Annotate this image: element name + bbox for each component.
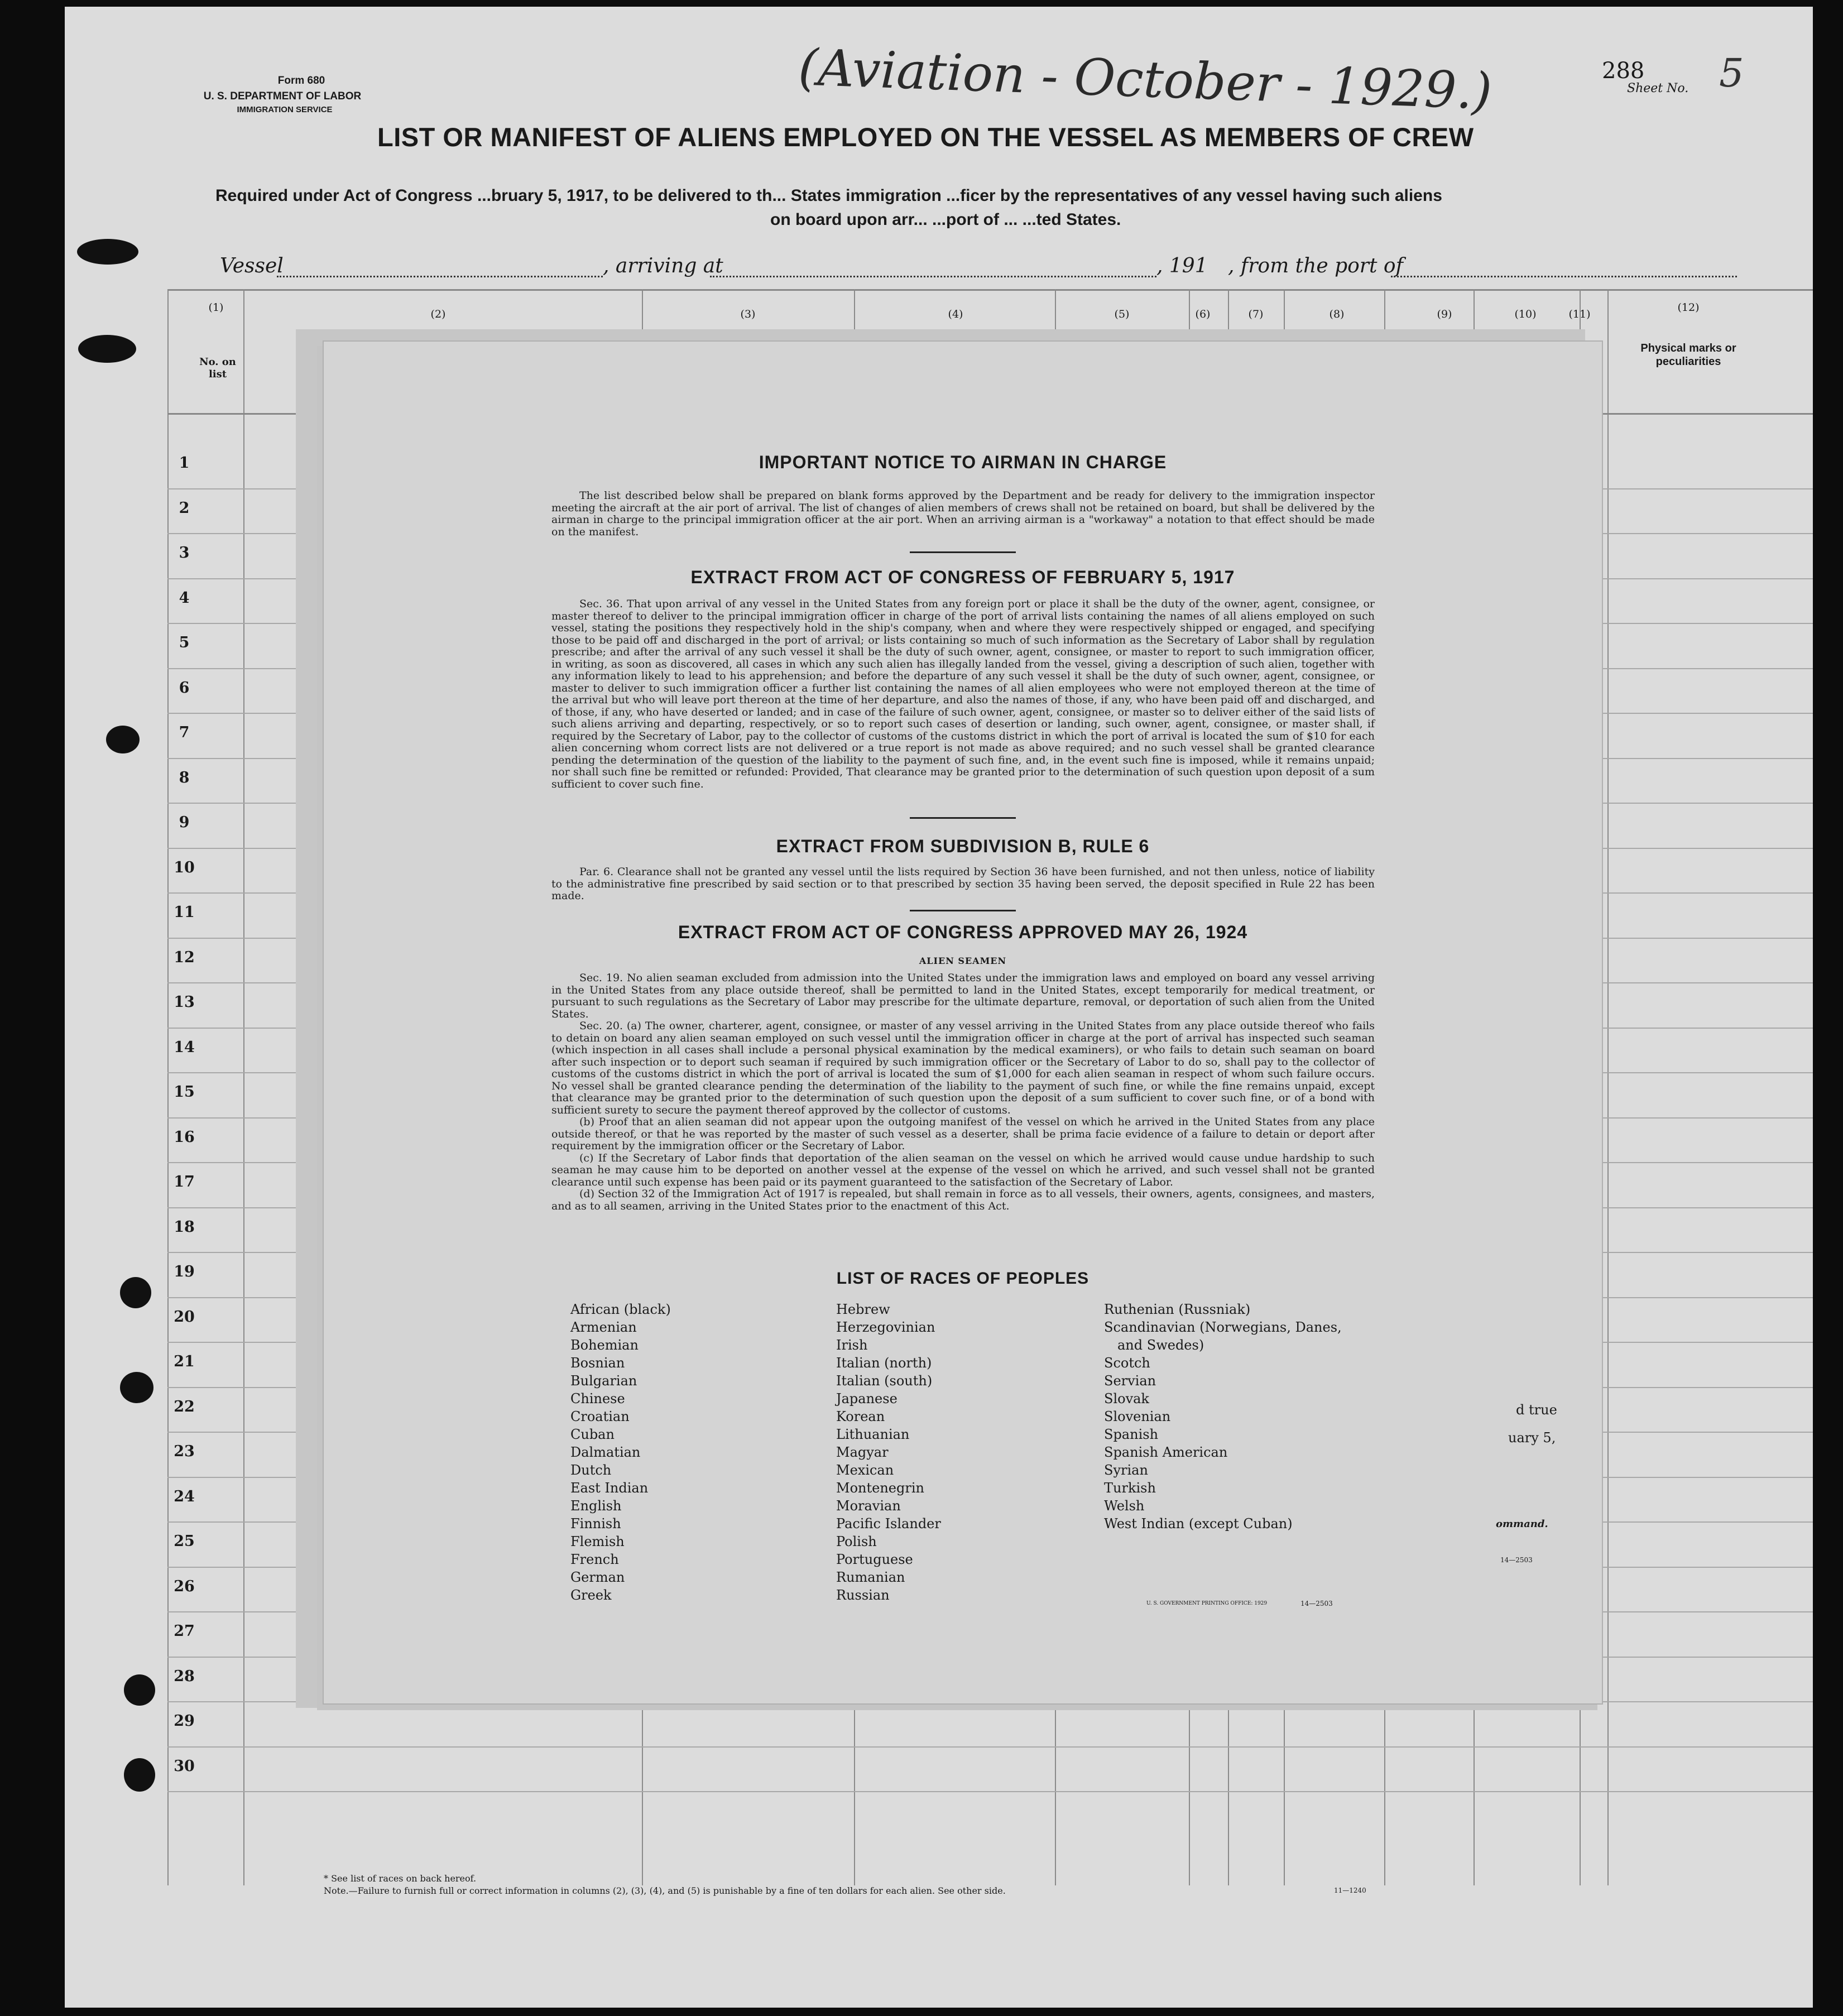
row-number: 22 [174, 1398, 195, 1415]
underlying-text-true: d true [1516, 1402, 1557, 1418]
race-item: Armenian [570, 1319, 637, 1335]
sheet-label: Sheet No. [1627, 81, 1689, 95]
race-item: Magyar [836, 1444, 889, 1460]
race-item: Welsh [1104, 1498, 1145, 1514]
notice-para-3-text: Par. 6. Clearance shall not be granted any vessel until the lists required by Section 36 have been furnished, and not then unless, notice of liability to the administrative fine prescribed by said section or to that prescribed by section 35 having been served, the deposit specified in Rule 22 has been made. [551, 866, 1375, 902]
notice-subheading-4: ALIEN SEAMEN [919, 956, 1007, 966]
handwritten-note: (Aviation - October - 1929.) [797, 38, 1493, 121]
race-item: Croatian [570, 1409, 630, 1424]
col-number: (3) [740, 308, 756, 320]
vessel-field[interactable] [277, 276, 603, 277]
col-number: (11) [1568, 308, 1591, 320]
race-item: Dutch [570, 1462, 612, 1478]
col-number: (2) [430, 308, 446, 320]
race-item: Russian [836, 1587, 890, 1603]
requirement-line-1: Required under Act of Congress ...bruary 5, 1917, to be delivered to th... States immigration ...ficer by the representatives of any vessel having such aliens [215, 186, 1442, 205]
race-item: Scotch [1104, 1355, 1150, 1371]
page-title: LIST OR MANIFEST OF ALIENS EMPLOYED ON THE VESSEL AS MEMBERS OF CREW [377, 122, 1474, 152]
row-number: 2 [179, 499, 190, 517]
page-number: 288 [1602, 58, 1645, 84]
notice-rule [910, 817, 1016, 819]
table-top-border [167, 289, 1813, 291]
notice-para-1 [551, 490, 1375, 538]
race-item: Montenegrin [836, 1480, 924, 1496]
col12-header: Physical marks or peculiarities [1640, 342, 1736, 368]
race-item: Spanish American [1104, 1444, 1228, 1460]
race-item: English [570, 1498, 622, 1514]
race-item: Turkish [1104, 1480, 1156, 1496]
row-number: 30 [174, 1757, 195, 1775]
sec20b-text: (b) Proof that an alien seaman did not appear upon the outgoing manifest of the vessel on which he arrived in the United States from any place outside thereof, or that he was reported by the master of such vessel as a deserter, shall be prima facie evidence of a failure to detain or deport after requirement by the immigration officer or the Secretary of Labor. [551, 1116, 1375, 1152]
row-number: 4 [179, 589, 190, 607]
notice-para-4 [551, 972, 1375, 1212]
race-item: Irish [836, 1337, 868, 1353]
footnote-penalty: Note.—Failure to furnish full or correct information in columns (2), (3), (4), and (5) is punishable by a fine of ten dollars for each alien. See other side. [324, 1885, 1006, 1896]
notice-heading-2: EXTRACT FROM ACT OF CONGRESS OF FEBRUARY 5, 1917 [690, 567, 1235, 587]
row-number: 1 [179, 454, 190, 472]
from-port-label: , from the port of [1228, 255, 1403, 277]
footer-code: 11—1240 [1334, 1887, 1366, 1894]
airman-notice-overlay [323, 340, 1603, 1705]
binder-hole [77, 239, 138, 265]
year-label: , 191 [1156, 255, 1208, 277]
col-line [243, 289, 244, 1885]
notice-rule [910, 551, 1016, 553]
race-item: Bosnian [570, 1355, 625, 1371]
notice-para-3 [551, 866, 1375, 903]
row-number: 3 [179, 544, 190, 561]
race-item: Hebrew [836, 1302, 890, 1317]
row-number: 9 [179, 814, 190, 831]
race-item: Dalmatian [570, 1444, 641, 1460]
col-number: (7) [1248, 308, 1264, 320]
race-item: Bulgarian [570, 1373, 637, 1389]
race-item: Scandinavian (Norwegians, Danes, [1104, 1319, 1342, 1335]
requirement-line-2: on board upon arr... ...port of ... ...ted States. [770, 210, 1121, 229]
department-name: U. S. DEPARTMENT OF LABOR [203, 90, 362, 102]
race-item: Rumanian [836, 1569, 905, 1585]
vessel-label: Vessel [220, 255, 284, 277]
row-number: 16 [174, 1128, 195, 1146]
notice-para-2 [551, 598, 1375, 790]
row-number: 8 [179, 769, 190, 786]
col-number: (8) [1329, 308, 1345, 320]
row-number: 15 [174, 1083, 195, 1101]
binder-hole [120, 1372, 153, 1403]
arriving-field[interactable] [710, 276, 1156, 277]
race-item: Italian (north) [836, 1355, 932, 1371]
sec19-text: Sec. 19. No alien seaman excluded from admission into the United States under the immigration laws and employed on board any vessel arriving in the United States from any place outside thereof, shall be permitted to land in the United States, except temporarily for medical treatment, or pursuant to such regulations as the Secretary of Labor may prescribe for the ultimate departure, removal, or deportation of such alien from the United States. [551, 972, 1375, 1020]
race-item: French [570, 1552, 619, 1567]
notice-para-2-text: Sec. 36. That upon arrival of any vessel in the United States from any foreign port or place it shall be the duty of the owner, agent, consignee, or master thereof to deliver to the principal immigration officer in charge of the port of arrival lists containing the names of all aliens employed on such vessel, stating the positions they respectively hold in the ship's company, when and where they were respectively shipped or engaged, and specifying those to be paid off and discharged in the port of arrival; or lists containing so much of such information as the Secretary of Labor shall by regulation prescribe; and after the arrival of any such vessel it shall be the duty of such owner, agent, consignee, or master to report to such immigration officer, in writing, as soon as discovered, all cases in which any such alien has illegally landed from the vessel, giving a description of such alien, together with any information likely to lead to his apprehension; and before the departure of any such vessel it shall be the duty of such owner, agent, consignee, or master to deliver to such immigration officer a further list containing the names of all alien employees who were not employed thereon at the time of the arrival but who will leave port thereon at the time of her departure, and also the names of those, if any, who have been paid off and discharged, and of those, if any, who have deserted or landed; and in case of the failure of such owner, agent, consignee, or master so to deliver either of the said lists of such aliens arriving and departing, respectively, or so to report such cases of desertion or landing, such owner, agent, consignee, or master shall, if required by the Secretary of Labor, pay to the collector of customs of the customs district in which the port of arrival is located the sum of $10 for each alien concerning whom correct lists are not delivered or a true report is not made as above required; and no such vessel shall be granted clearance pending the determination of the question of the liability to the payment of such fine, and, in the event such fine is imposed, while it remains unpaid; nor shall such fine be remitted or refunded: Provided, That clearance may be granted prior to the determination of such question upon deposit of a sum sufficient to cover such fine. [551, 598, 1375, 790]
notice-heading-5: LIST OF RACES OF PEOPLES [836, 1269, 1090, 1288]
sec20c-text: (c) If the Secretary of Labor finds that deportation of the alien seaman on the vessel on which he arrived would cause undue hardship to such seaman he may cause him to be deported on another vessel at the expense of the vessel on which he arrived, and such vessel shall not be granted clearance until such expense has been paid or its payment guaranteed to the satisfaction of the Secretary of Labor. [551, 1151, 1375, 1188]
race-item: Flemish [570, 1534, 625, 1549]
race-item: Cuban [570, 1427, 615, 1442]
race-item: Italian (south) [836, 1373, 933, 1389]
race-item: West Indian (except Cuban) [1104, 1516, 1293, 1532]
races-column-3 [1104, 1300, 1342, 1533]
race-item: Mexican [836, 1462, 894, 1478]
col-number: (9) [1437, 308, 1452, 320]
row-number: 5 [179, 634, 190, 651]
notice-heading-1: IMPORTANT NOTICE TO AIRMAN IN CHARGE [759, 452, 1167, 472]
row-number: 7 [179, 724, 190, 741]
row-number: 20 [174, 1308, 195, 1326]
notice-para-1-text: The list described below shall be prepared on blank forms approved by the Department and be ready for delivery to the immigration inspector meeting the aircraft at the air port of arrival. The list of changes of alien members of crews shall not be retained on board, but shall be delivered by the airman in charge to the principal immigration officer at the air port. When an arriving airman is a "workaway" a notation to that effect should be made on the manifest. [551, 489, 1375, 538]
row-number: 26 [174, 1577, 195, 1595]
row-number: 11 [174, 904, 195, 921]
notice-form-code: 14—2503 [1300, 1600, 1333, 1607]
underlying-text-command: ommand. [1496, 1518, 1548, 1530]
binder-hole [106, 726, 140, 753]
race-item: Ruthenian (Russniak) [1104, 1302, 1251, 1317]
service-name: IMMIGRATION SERVICE [237, 105, 333, 114]
col-number: (12) [1677, 301, 1700, 314]
printing-office: U. S. GOVERNMENT PRINTING OFFICE: 1929 [1146, 1601, 1268, 1606]
race-item: Polish [836, 1534, 877, 1549]
row-number: 12 [174, 948, 195, 966]
row-number: 14 [174, 1038, 195, 1056]
col-number: (1) [208, 301, 224, 314]
arriving-label: , arriving at [603, 255, 723, 277]
row-number: 17 [174, 1173, 195, 1191]
notice-heading-4: EXTRACT FROM ACT OF CONGRESS APPROVED MAY 26, 1924 [678, 922, 1248, 942]
race-item: Portuguese [836, 1552, 913, 1567]
race-item: and Swedes) [1117, 1337, 1204, 1353]
races-column-1 [570, 1300, 671, 1604]
col-number: (4) [948, 308, 963, 320]
race-item: East Indian [570, 1480, 649, 1496]
race-item: Greek [570, 1587, 612, 1603]
row-number: 29 [174, 1712, 195, 1730]
sheet-number: 5 [1719, 50, 1744, 96]
row-number: 27 [174, 1623, 195, 1640]
race-item: Finnish [570, 1516, 621, 1532]
form-number: Form 680 [277, 75, 325, 87]
col-number: (10) [1514, 308, 1537, 320]
race-item: Moravian [836, 1498, 901, 1514]
race-item: Japanese [836, 1391, 897, 1407]
row-line [167, 1791, 1813, 1792]
races-column-2 [836, 1300, 941, 1604]
row-number: 21 [174, 1353, 195, 1370]
race-item: Spanish [1104, 1427, 1159, 1442]
col-number: (6) [1195, 308, 1211, 320]
row-number: 28 [174, 1667, 195, 1685]
sec20d-text: (d) Section 32 of the Immigration Act of 1917 is repealed, but shall remain in force as to all vessels, their owners, agents, consignees, and masters, and as to all seamen, arriving in the United States prior to the enactment of this Act. [551, 1188, 1375, 1212]
sec20a-text: Sec. 20. (a) The owner, charterer, agent, consignee, or master of any vessel arriving in the United States from any place outside thereof who fails to detain on board any alien seaman employed on such vessel until the immigration officer in charge at the port of arrival has inspected such seaman (which inspection in all cases shall include a personal physical examination by the medical examiners), or who fails to detain such seaman on board after such inspection or to deport such seaman if required by such immigration officer or the Secretary of Labor to do so, shall pay to the collector of customs of the customs district in which the port of arrival is located the sum of $1,000 for each alien seaman in respect of whom such failure occurs. No vessel shall be granted clearance pending the determination of the liability to the payment of such fine, or while the fine remains unpaid, except that clearance may be granted prior to the determination of such question upon the deposit of a sum sufficient to cover such fine, or of a bond with sufficient surety to secure the payment thereof approved by the collector of customs. [551, 1020, 1375, 1116]
race-item: African (black) [570, 1302, 671, 1317]
underlying-text-february: uary 5, [1508, 1430, 1556, 1446]
row-number: 13 [174, 993, 195, 1011]
race-item: Korean [836, 1409, 885, 1424]
race-item: Slovenian [1104, 1409, 1171, 1424]
row-number: 18 [174, 1218, 195, 1236]
race-item: Slovak [1104, 1391, 1149, 1407]
col-line [1607, 289, 1609, 1885]
footnote-races: * See list of races on back hereof. [324, 1873, 477, 1884]
race-item: Pacific Islander [836, 1516, 941, 1532]
notice-heading-3: EXTRACT FROM SUBDIVISION B, RULE 6 [776, 836, 1150, 856]
col-number: (5) [1114, 308, 1130, 320]
race-item: German [570, 1569, 625, 1585]
binder-hole [120, 1277, 151, 1308]
binder-hole [78, 335, 136, 363]
race-item: Servian [1104, 1373, 1156, 1389]
race-item: Syrian [1104, 1462, 1148, 1478]
race-item: Herzegovinian [836, 1319, 935, 1335]
race-item: Chinese [570, 1391, 625, 1407]
notice-rule [910, 910, 1016, 911]
row-number: 24 [174, 1487, 195, 1505]
row-number: 23 [174, 1443, 195, 1460]
race-item: Lithuanian [836, 1427, 910, 1442]
row-number: 25 [174, 1533, 195, 1550]
underlying-code: 14—2503 [1500, 1556, 1533, 1564]
row-number: 6 [179, 679, 190, 697]
from-port-field[interactable] [1391, 276, 1737, 277]
col1-header: No. on list [199, 356, 236, 380]
row-line [167, 1746, 1813, 1748]
row-number: 19 [174, 1263, 195, 1280]
row-number: 10 [174, 858, 195, 876]
race-item: Bohemian [570, 1337, 639, 1353]
